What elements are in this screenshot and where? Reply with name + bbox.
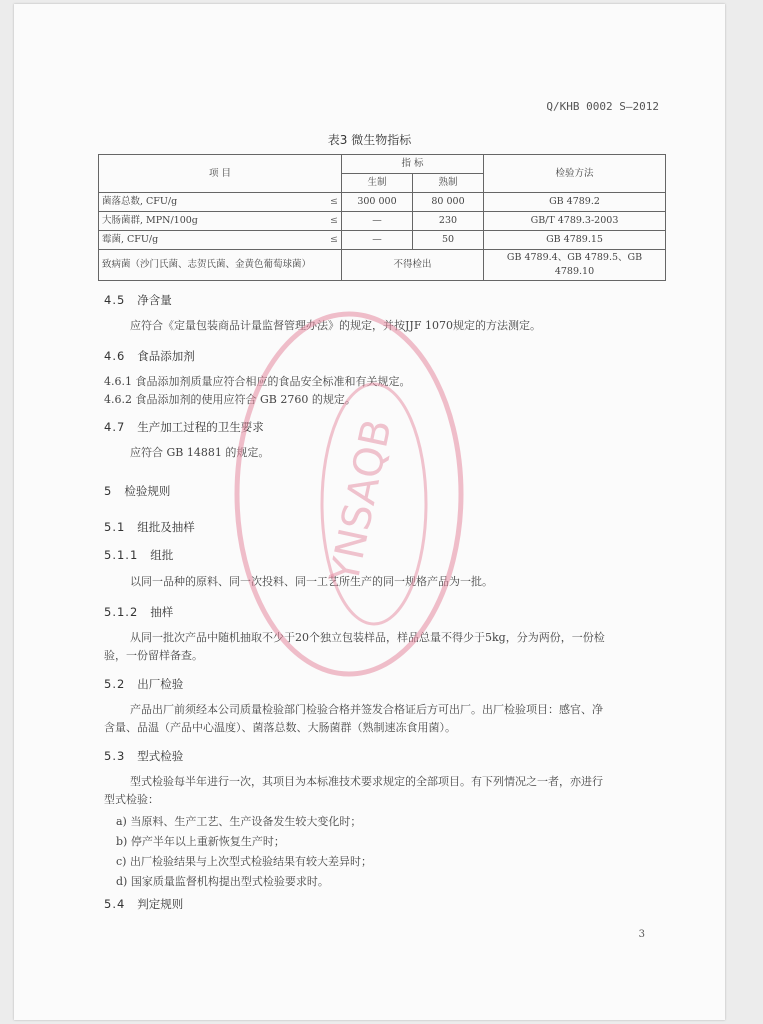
paragraph: 型式检验每半年进行一次，其项目为本标准技术要求规定的全部项目。有下列情况之一者，亦进行 <box>130 775 603 788</box>
section-heading-4-5: 4.5 净含量 <box>104 293 172 307</box>
table-row: 大肠菌群, MPN/100g ≤ — 230 GB/T 4789.3-2003 <box>99 212 666 231</box>
section-heading-4-7: 4.7 生产加工过程的卫生要求 <box>104 420 264 434</box>
header-method: 检验方法 <box>484 155 666 193</box>
header-raw: 生制 <box>342 174 413 193</box>
list-item: b) 停产半年以上重新恢复生产时； <box>116 835 285 848</box>
section-heading-5-1-1: 5.1.1 组批 <box>104 548 174 562</box>
table-row: 霉菌, CFU/g ≤ — 50 GB 4789.15 <box>99 231 666 250</box>
section-heading-5-1: 5.1 组批及抽样 <box>104 520 195 534</box>
seal-stamp-icon <box>224 304 474 684</box>
header-item: 项 目 <box>99 155 342 193</box>
stamp-text: YNSAQB <box>321 415 402 588</box>
table-caption: 表3 微生物指标 <box>327 133 412 147</box>
section-heading-5-2: 5.2 出厂检验 <box>104 677 184 691</box>
document-page <box>14 4 725 1020</box>
header-cooked: 熟制 <box>413 174 484 193</box>
paragraph: 验，一份留样备查。 <box>104 649 203 662</box>
section-heading-4-6: 4.6 食品添加剂 <box>104 349 195 363</box>
section-heading-5-4: 5.4 判定规则 <box>104 897 184 911</box>
section-heading-5-3: 5.3 型式检验 <box>104 749 184 763</box>
list-item: c) 出厂检验结果与上次型式检验结果有较大差异时； <box>116 855 372 868</box>
section-heading-5-1-2: 5.1.2 抽样 <box>104 605 174 619</box>
table-row: 致病菌（沙门氏菌、志贺氏菌、金黄色葡萄球菌） 不得检出 GB 4789.4、GB 4789.5、GB 4789.10 <box>99 250 666 281</box>
paragraph: 含量、品温（产品中心温度）、菌落总数、大肠菌群（熟制速冻食用菌）。 <box>104 721 456 734</box>
paragraph: 4.6.2 食品添加剂的使用应符合 GB 2760 的规定。 <box>104 393 356 406</box>
microbial-index-table <box>98 154 666 281</box>
section-heading-5: 5 检验规则 <box>104 484 171 498</box>
paragraph: 4.6.1 食品添加剂质量应符合相应的食品安全标准和有关规定。 <box>104 375 411 388</box>
table-row: 菌落总数, CFU/g ≤ 300 000 80 000 GB 4789.2 <box>99 193 666 212</box>
list-item: a) 当原料、生产工艺、生产设备发生较大变化时； <box>116 815 362 828</box>
paragraph: 应符合《定量包装商品计量监督管理办法》的规定，并按JJF 1070规定的方法测定。 <box>130 319 541 332</box>
paragraph: 产品出厂前须经本公司质量检验部门检验合格并签发合格证后方可出厂。出厂检验项目：感官、净 <box>130 703 603 716</box>
paragraph: 应符合 GB 14881 的规定。 <box>130 446 270 459</box>
paragraph: 以同一品种的原料、同一次投料、同一工艺所生产的同一规格产品为一批。 <box>130 575 493 588</box>
page-number: 3 <box>638 929 645 940</box>
list-item: d) 国家质量监督机构提出型式检验要求时。 <box>116 875 329 888</box>
paragraph: 型式检验： <box>104 793 159 806</box>
header-index: 指 标 <box>342 155 484 174</box>
paragraph: 从同一批次产品中随机抽取不少于20个独立包装样品，样品总量不得少于5kg，分为两份，一份检 <box>130 631 605 644</box>
standard-number: Q/KHB 0002 S—2012 <box>546 100 659 113</box>
